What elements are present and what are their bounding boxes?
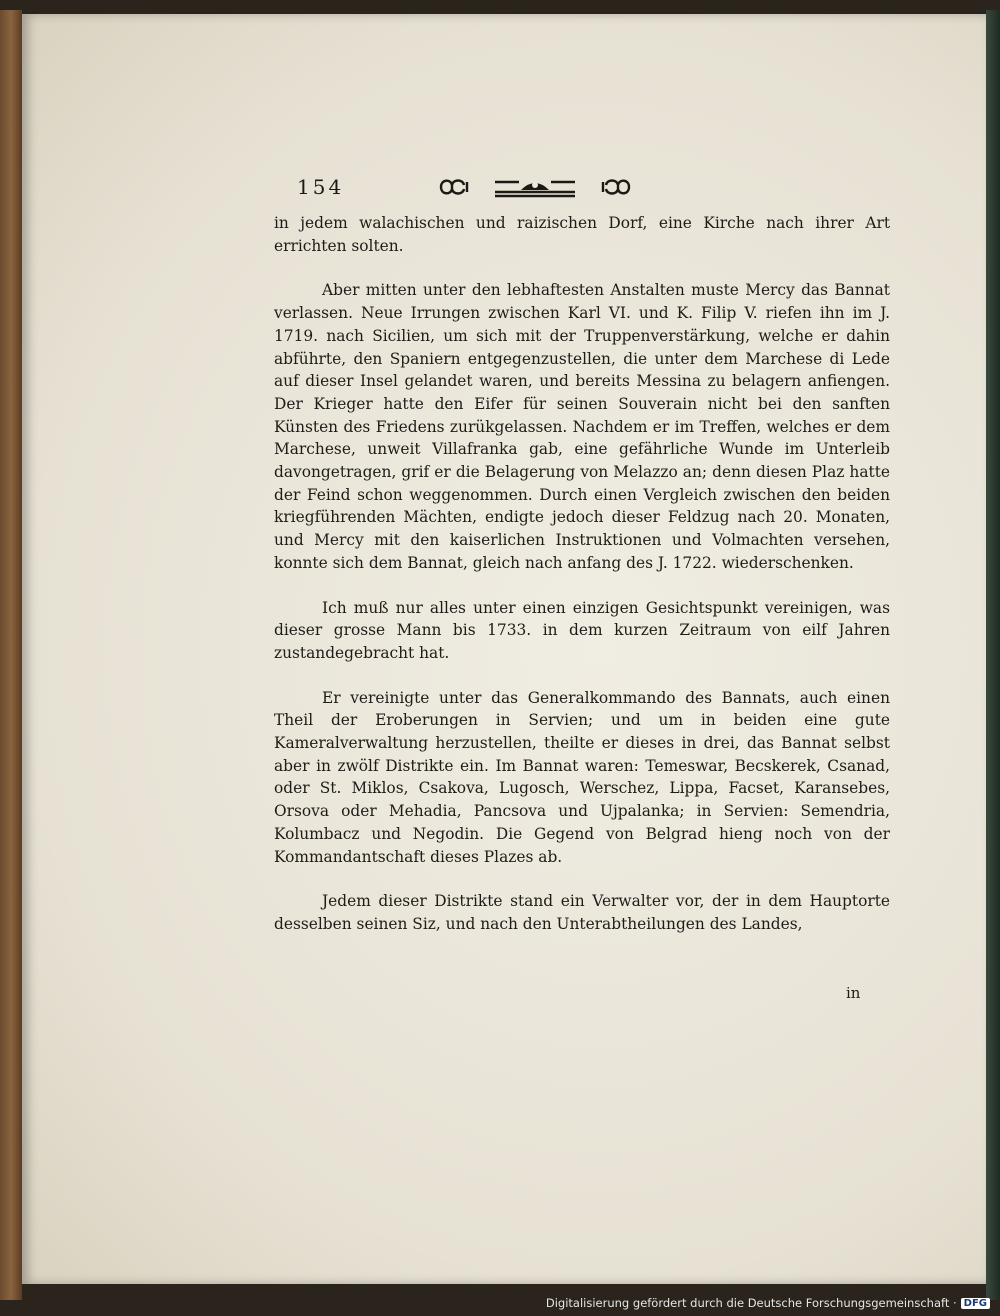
paragraph-4: Er vereinigte unter das Generalkommando des Bannats, auch einen Theil der Eroberungen in Servien; und um in beiden eine gute Kameralverwaltung herzustellen, theilte er dieses in drei, das Bannat selbst aber in zwölf Distrikte ein. Im Bannat waren: Temeswar, Becskerek, Csanad, oder St. Miklos, Csakova, Lugosch, Werschez, Lippa, Facset, Karansebes, Orsova oder Mehadia, Pancsova und Ujpalanka; in Servien: Semendria, Kolumbacz und Negodin. Die Gegend von Belgrad hieng noch von der Kommandantschaft dieses Plazes ab.	[274, 688, 890, 866]
paragraph-1: in jedem walachischen und raizischen Dorf, eine Kirche nach ihrer Art errichten solten.	[274, 214, 890, 255]
catchword: in	[846, 984, 861, 1002]
paragraph-2: Aber mitten unter den lebhaftesten Anstalten muste Mercy das Bannat verlassen. Neue Irrungen zwischen Karl VI. und K. Filip V. riefen ihn im J. 1719. nach Sicilien, um sich mit der Truppenverstärkung, welche er dahin abführte, den Spaniern entgegenzustellen, die unter dem Marchese di Lede auf dieser Insel gelandet waren, und bereits Messina zu belagern anfiengen. Der Krieger hatte den Eifer für seinen Souverain nicht bei den sanften Künsten des Friedens zurükgelassen. Nachdem er im Treffen, welches er dem Marchese, unweit Villafranka gab, eine gefährliche Wunde im Unterleib davongetragen, grif er die Belagerung von Melazzo an; denn diesen Plaz hatte der Feind schon weggenommen. Durch einen Vergleich zwischen den beiden kriegführenden Mächten, endigte jedoch dieser Feldzug nach 20. Monaten, und Mercy mit den kaiserlichen Instruktionen und Volmachten versehen, konnte sich dem Bannat, gleich nach anfang des J. 1722. wiederschenken.	[274, 281, 890, 572]
running-head	[297, 174, 687, 200]
paragraph-5: Jedem dieser Distrikte stand ein Verwalter vor, der in dem Hauptorte desselben seinen Siz, und nach den Unterabtheilungen des Landes,	[274, 892, 890, 933]
page-number: 154	[297, 175, 345, 199]
digitization-footer	[546, 1292, 990, 1314]
body-text	[274, 212, 890, 936]
fleuron-left-icon	[437, 176, 471, 198]
paragraph-3: Ich muß nur alles unter einen einzigen Gesichtspunkt vereinigen, was dieser grosse Mann bis 1733. in dem kurzen Zeitraum von eilf Jahren zustandegebracht hat.	[274, 598, 890, 662]
header-ornament	[437, 176, 633, 198]
book-cover-left-edge	[0, 10, 22, 1300]
fleuron-right-icon	[599, 176, 633, 198]
dfg-logo: DFG	[961, 1298, 990, 1309]
footer-credit: Digitalisierung gefördert durch die Deutsche Forschungsgemeinschaft ·	[545, 1296, 957, 1310]
fleuron-center-icon	[493, 176, 577, 198]
book-cover-right-edge	[986, 10, 1000, 1300]
